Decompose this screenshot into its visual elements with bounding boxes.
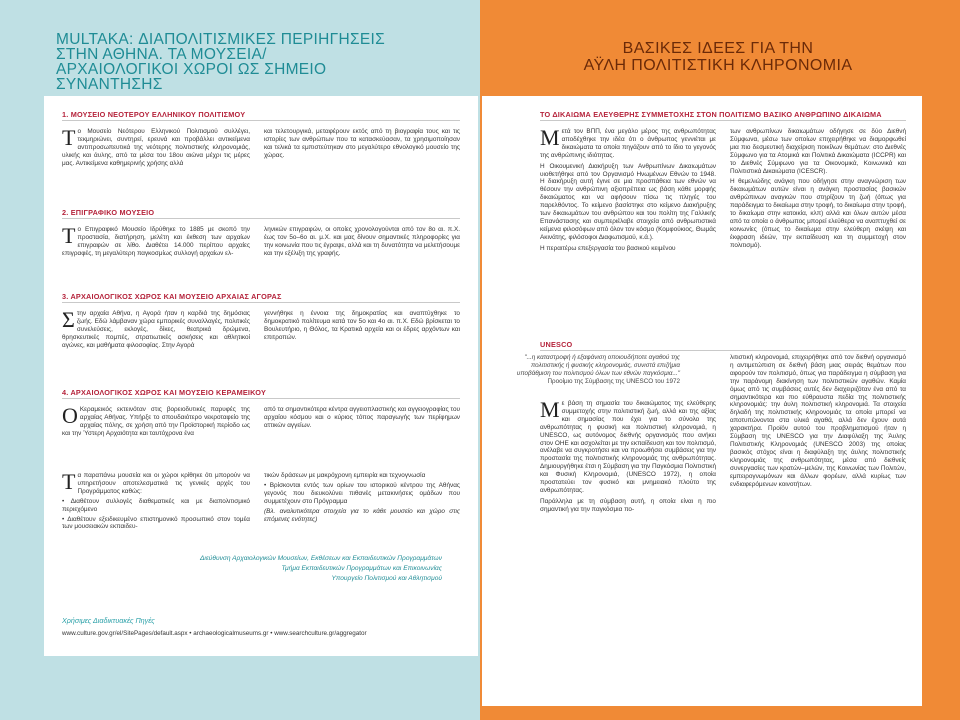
section-1-col-2: και τελετουργικά, μεταφέρουν εκτός από τη βιογραφία τους και τις ιστορίες των ανθρώπων που τα κατασκεύασαν, τα χρησιμοποίησαν και τελικά τα εμπιστεύτηκαν στο μεγαλύτερο εθνολογικό μουσείο της χώρας. <box>264 128 460 159</box>
drop-cap: Ο <box>62 403 78 428</box>
list-item: • Διαθέτουν εξειδικευμένο επιστημονικό προσωπικό στον τομέα των μουσειακών εκπαιδευ- <box>62 515 250 531</box>
section-rule <box>540 120 906 121</box>
left-header <box>0 0 480 96</box>
section-heading-4: 4. ΑΡΧΑΙΟΛΟΓΙΚΟΣ ΧΩΡΟΣ ΚΑΙ ΜΟΥΣΕΙΟ ΚΕΡΑΜΕΙΚΟΥ <box>62 388 267 397</box>
signature-line: Διεύθυνση Αρχαιολογικών Μουσείων, Εκθέσεων και Εκπαιδευτικών Προγραμμάτων <box>199 555 442 562</box>
section-rule <box>62 398 460 399</box>
section-3-col-1: Στην αρχαία Αθήνα, η Αγορά ήταν η καρδιά της δημόσιας ζωής. Εδώ λάμβαναν χώρα εμπορικές συναλλαγές, πολιτικές συνελεύσεις, εκλογές, δίκες, θεατρικά δρώμενα, θρησκευτικές πομπές, στρατιωτικές ασκήσεις και αθλητικοί αγώνες, και μαθήματα φιλοσοφίας. Στην Αγορά <box>62 307 250 349</box>
section-rule <box>62 120 460 121</box>
drop-cap: Σ <box>62 307 75 332</box>
right-content-panel <box>482 96 922 706</box>
section-heading-unesco: UNESCO <box>540 340 573 349</box>
section-heading-3: 3. ΑΡΧΑΙΟΛΟΓΙΚΟΣ ΧΩΡΟΣ ΚΑΙ ΜΟΥΣΕΙΟ ΑΡΧΑΙΑΣ ΑΓΟΡΑΣ <box>62 292 282 301</box>
summary-col-1: Τα παραπάνω μουσεία και οι χώροι κρίθηκε ότι μπορούν να υπηρετήσουν αποτελεσματικά τις γενικές αρχές του Προγράμματος καθώς: • Διαθέτουν συλλογές διαθεματικές και με διαπολιτισμικό περιεχόμενο • Διαθέτουν εξειδικευμένο επιστημονικό προσωπικό στον τομέα των μουσειακών εκπαιδευ- <box>62 469 250 531</box>
unesco-col-1: Με βάση τη σημασία του δικαιώματος της ελεύθερης συμμετοχής στην πολιτιστική ζωή, αλλά και της αξίας και σημασίας που έχει για το σύνολο της ανθρωπότητας η φυσική και πολιτιστική κληρονομιά, η UNESCO, ως αυτόνομος διεθνής οργανισμός που ανήκει στον ΟΗΕ και ασχολείται με την εκπαίδευση και τον πολιτισμό, ανέλαβε να συγκροτήσει και να προωθήσει συμβάσεις για την προστασία της πολιτιστικής κληρονομιάς της ανθρωπότητας. Δημιουργήθηκε έτσι η Σύμβαση για την Παγκόσμια Πολιτιστική και Φυσική Κληρονομιά, (UNESCO 1972), η οποία προστατεύει τον φυσικό και μνημειακό πλούτο της ανθρωπότητας. Παράλληλα με τη σύμβαση αυτή, η οποία είναι η πιο σημαντική για την παγκόσμια πο- <box>540 397 716 513</box>
drop-cap: Τ <box>62 125 76 150</box>
list-item-continued: τικών δράσεων με μακρόχρονη εμπειρία και τεχνογνωσία <box>264 472 426 479</box>
signature-block <box>112 554 442 584</box>
section-2-col-1: Το Επιγραφικό Μουσείο Ιδρύθηκε το 1885 με σκοπό την προστασία, διατήρηση, μελέτη και έκθεση των αρχαίων επιγραφών σε λίθο. Διαθέτει 14.000 περίπου αρχαίες επιγραφές, τη μεγαλύτερη παγκοσμίως συλλογή αρχαίων ελ- <box>62 223 250 257</box>
list-item: • Βρίσκονται εντός των ορίων του ιστορικού κέντρου της Αθήνας γεγονός που διευκολύνει πιθανές μετακινήσεις ομάδων που συμμετέχουν στο Πρόγραμμα <box>264 481 460 505</box>
useful-links-title: Χρήσιμες Διαδικτυακές Πηγές <box>62 616 155 625</box>
section-rule <box>62 218 460 219</box>
section-heading-2: 2. ΕΠΙΓΡΑΦΙΚΟ ΜΟΥΣΕΙΟ <box>62 208 155 217</box>
rights-col-2: των ανθρωπίνων δικαιωμάτων οδήγησε σε δύο Διεθνή Σύμφωνα, μέσω των οποίων επιχειρήθηκε να διαμορφωθεί μια πιο δεσμευτική διαχείριση ποικίλων θεμάτων: στο Διεθνές Σύμφωνο για τα Ατομικά και Πολιτικά Δικαιώματα (ICCPR) και το Διεθνές Σύμφωνο για τα Οικονομικά, Κοινωνικά και Πολιτιστικά Δικαιώματα (ICESCR). Η θεμελιώδης ανάγκη που οδήγησε στην αναγνώριση των δικαιωμάτων αυτών είναι η ανάγκη προστασίας βασικών ανθρώπινων αναγκών που στηρίζουν τη ζωή (όπως για παράδειγμα το δικαίωμα στην τροφή, το δικαίωμα στην τροφή, το δικαίωμα στην κατοικία, κλπ) αλλά και όλων αυτών μέσα από τα οποία ο άνθρωπος μπορεί ελεύθερα να αναπτυχθεί σε κοινωνίες (όπως το δικαίωμα στην ελεύθερη σκέψη και έκφραση ιδεών, την εκπαίδευση και τη συμμετοχή στον πολιτισμό). <box>730 128 906 249</box>
left-content-panel <box>44 96 478 656</box>
section-3-col-2: γεννήθηκε η έννοια της δημοκρατίας και αναπτύχθηκε το δημοκρατικό πολίτευμα κατά τον 5ο και 4ο αι. π.Χ. Εδώ βρίσκεται το Βουλευτήριο, η Θόλος, τα Κρατικά αρχεία και οι έδρες αρχόντων και επιτροπών. <box>264 310 460 341</box>
section-rule <box>540 350 906 351</box>
summary-col-2 <box>264 472 460 525</box>
section-rule <box>62 302 460 303</box>
section-1-col-1: Το Μουσείο Νεότερου Ελληνικού Πολιτισμού συλλέγει, τεκμηριώνει, συντηρεί, ερευνά και προβάλλει αντικείμενα αντιπροσωπευτικά της νεότερης πολιτιστικής κληρονομιάς, υλικής και άυλης, από τα μέσα του 18ου αιώνα μέχρι τις μέρες μας. Αντικείμενα καθημερινής χρήσης αλλά <box>62 125 250 167</box>
rights-col-1: Μετά τον ΒΠΠ, ένα μεγάλο μέρος της ανθρωπότητας αποδέχθηκε την ιδέα ότι ο άνθρωπος γεννιέται με δικαιώματα τα οποία πηγάζουν από το ίδιο το γεγονός της ανθρώπινης ιδιότητας. Η Οικουμενική Διακήρυξη των Ανθρωπίνων Δικαιωμάτων υιοθετήθηκε από τον Οργανισμό Ηνωμένων Εθνών το 1948. Η διακήρυξη αυτή έγινε σε μια προσπάθεια των εθνών να θέσουν την ανθρώπινη αξιοπρέπεια ως βάση κάθε μορφής δικαιώματος και να αφήσουν πίσω τις πληγές του παρελθόντος. Το κείμενο βασίστηκε στο κείμενο Διακήρυξης των δικαιωμάτων του ανθρώπου και του πολίτη της Γαλλικής Επανάστασης και συμπεριέλαβε στοιχεία από ανθρωπιστικά κείμενα φιλοσόφων από όλον τον κόσμο (Κομφούκιος, Θωμάς Ακινάτης, φιλόσοφοι Διαφωτισμού, κ.ά.). Η περαιτέρω επεξεργασία του βασικού κειμένου <box>540 125 716 252</box>
useful-links[interactable]: www.culture.gov.gr/el/SitePages/default.aspx • archaeologicalmuseums.gr • www.searchculture.gr/aggregator <box>62 630 367 637</box>
section-heading-rights: ΤΟ ΔΙΚΑΙΩΜΑ ΕΛΕΥΘΕΡΗΣ ΣΥΜΜΕΤΟΧΗΣ ΣΤΟΝ ΠΟΛΙΤΙΣΜΟ ΒΑΣΙΚΟ ΑΝΘΡΩΠΙΝΟ ΔΙΚΑΙΩΜΑ <box>540 110 882 119</box>
signature-line: Τμήμα Εκπαιδευτικών Προγραμμάτων και Επικοινωνίας <box>281 565 442 572</box>
right-header <box>480 0 960 96</box>
list-item: • Διαθέτουν συλλογές διαθεματικές και με διαπολιτισμικό περιεχόμενο <box>62 497 250 513</box>
section-2-col-2: ληνικών επιγραφών, οι οποίες χρονολογούνται από τον 8ο αι. π.Χ. έως τον 5ο–6ο αι. μ.Χ. και μας δίνουν σημαντικές πληροφορίες για την κοινωνία που τις έγραψε, αλλά και τη δυνατότητα να μελετήσουμε και την εξέλιξη της γραφής. <box>264 226 460 257</box>
quote-source: Προοίμιο της Σύμβασης της UNESCO του 1972 <box>547 377 680 385</box>
drop-cap: Μ <box>540 125 560 150</box>
section-4-col-2: από τα σημαντικότερα κέντρα αγγειοπλαστικής και αγγειογραφίας του αρχαίου κόσμου και ο κύριος τόπος παραγωγής των περίφημων αττικών αγγείων. <box>264 406 460 429</box>
note: (Βλ. αναλυτικότερα στοιχεία για το κάθε μουσείο και χώρο στις επόμενες ενότητες) <box>264 507 460 523</box>
right-page <box>480 0 960 720</box>
drop-cap: Τ <box>62 223 76 248</box>
section-4-col-1: Ο Κεραμεικός εκτεινόταν στις βορειοδυτικές παρυφές της αρχαίας Αθήνας. Υπήρξε το σπουδαιότερο νεκροταφείο της αρχαίας πόλης, σε χρήση από την Προϊστορική περίοδο ως και την Ύστερη Αρχαιότητα και ταυτόχρονα ένα <box>62 403 250 437</box>
right-page-title: ΒΑΣΙΚΕΣ ΙΔΕΕΣ ΓΙΑ ΤΗΝ ΑΫΛΗ ΠΟΛΙΤΙΣΤΙΚΗ ΚΛΗΡΟΝΟΜΙΑ <box>583 40 853 74</box>
drop-cap: Τ <box>62 469 76 494</box>
unesco-col-2: λιτιστική κληρονομιά, επιχειρήθηκε από τον διεθνή οργανισμό η αντιμετώπιση σε διεθνή βάση μιας σειράς θεμάτων που αφορούν τον πολιτισμό, όπως για παράδειγμα η σύμβαση για την παράνομη διακίνηση των πολιτιστικών αγαθών. Καμία όμως από τις συμβάσεις αυτές δεν διαχειριζόταν ένα από τα σημαντικότερα και πιο εύθραυστα πεδία της πολιτιστικής κληρονομιάς: την άυλη πολιτιστική κληρονομιά. Τα στοιχεία δηλαδή της πολιτιστικής κληρονομιάς τα οποία μπορεί να αποτυπώνονται στα υλικά αγαθά, αλλά δεν έχουν αυτά χαρακτήρα. Προϊόν αυτού του προβληματισμού ήταν η Σύμβαση της UNESCO για την Διαφύλαξη της Άυλης Πολιτιστικής Κληρονομιάς (UNESCO 2003) της οποίας βασικός στόχος είναι η διαφύλαξη της άυλης πολιτιστικής κληρονομιάς της ανθρωπότητας, μέσα από διεθνείς συνεργασίες των κρατών–μελών, της Κοινωνίας των Πολιτών, εμπειρογνωμόνων και άλλων φορέων, αλλά κυρίως των ενδιαφερόμενων κοινοτήτων. <box>730 354 906 488</box>
unesco-quote: "...η καταστροφή ή εξαφάνιση οποιουδήποτε αγαθού της πολιτιστικής ή φυσικής κληρονομιάς, συνιστά επιζήμια υποβάθμιση του πολιτισμού όλων των εθνών παγκόσμια..." Προοίμιο της Σύμβασης της UNESCO του 1972 <box>502 354 680 386</box>
signature-line: Υπουργείο Πολιτισμού και Αθλητισμού <box>331 575 442 582</box>
drop-cap: Μ <box>540 397 560 422</box>
section-heading-1: 1. ΜΟΥΣΕΙΟ ΝΕΟΤΕΡΟΥ ΕΛΛΗΝΙΚΟΥ ΠΟΛΙΤΙΣΜΟΥ <box>62 110 246 119</box>
left-page-title: MULTAKA: ΔΙΑΠΟΛΙΤΙΣΜΙΚΕΣ ΠΕΡΙΗΓΗΣΕΙΣ ΣΤΗΝ ΑΘΗΝΑ. ΤΑ ΜΟΥΣΕΙΑ/ΑΡΧΑΙΟΛΟΓΙΚΟΙ ΧΩΡΟΙ ΩΣ ΣΗΜΕΙΟ ΣΥΝΑΝΤΗΣΗΣ <box>56 31 385 93</box>
